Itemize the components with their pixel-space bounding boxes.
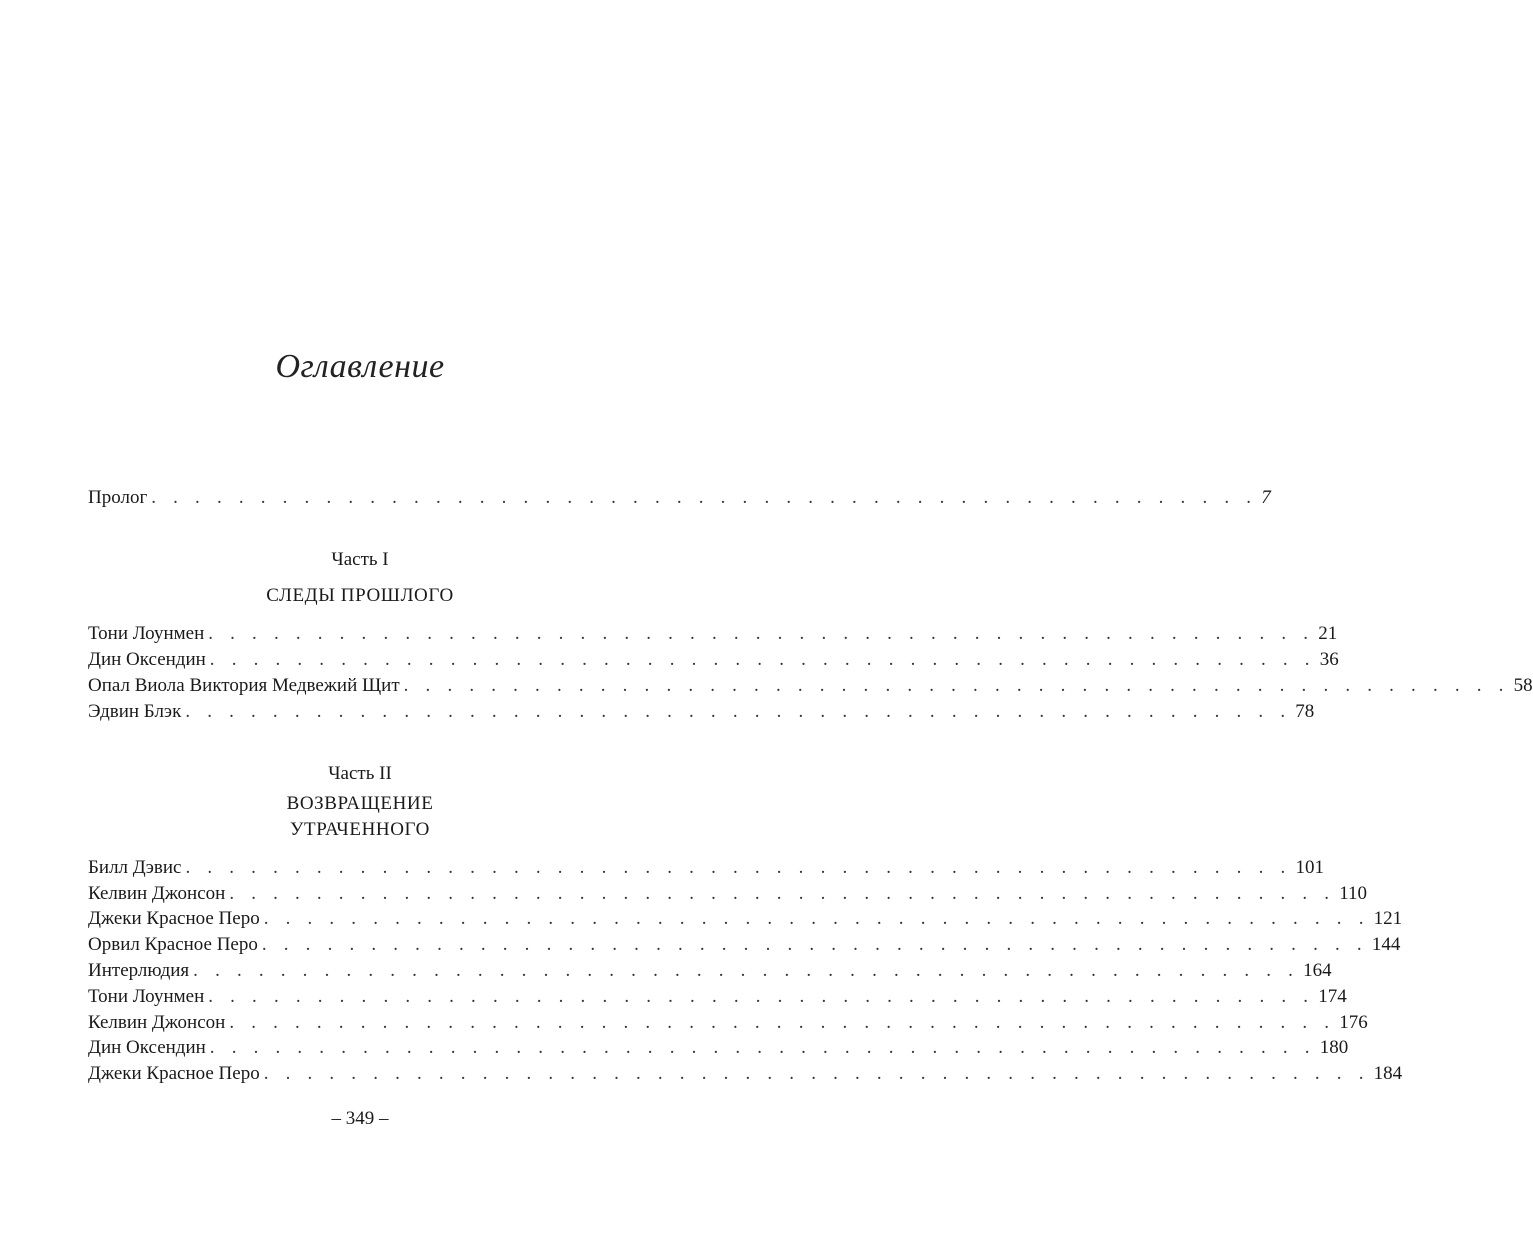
toc-entry-label: Опал Виола Виктория Медвежий Щит bbox=[88, 675, 400, 696]
toc-entry-page: 58 bbox=[1513, 675, 1533, 696]
dot-leader: . . . . . . . . . . . . . . . . . . . . . . . . . . . . . . . . . . . . . . . . . . . . . . . . . . . bbox=[209, 1037, 1316, 1058]
toc-entry-label: Келвин Джонсон bbox=[88, 883, 226, 904]
toc-entry-label: Тони Лоунмен bbox=[88, 986, 205, 1007]
toc-entry-page: 180 bbox=[1319, 1037, 1349, 1058]
toc-entry-page: 101 bbox=[1295, 857, 1324, 878]
toc-entry bbox=[88, 882, 1368, 906]
toc-entry bbox=[88, 674, 1533, 698]
toc-entry-page: 184 bbox=[1373, 1063, 1403, 1084]
toc-entry bbox=[88, 648, 1339, 672]
dot-leader: . . . . . . . . . . . . . . . . . . . . . . . . . . . . . . . . . . . . . . . . . . . . . . . . . . . bbox=[261, 934, 1368, 955]
toc-entry bbox=[88, 959, 1332, 983]
part-title: УТРАЧЕННОГО bbox=[290, 819, 430, 840]
page-number: – 349 – bbox=[331, 1108, 389, 1129]
toc-entry-prologue bbox=[88, 486, 1271, 510]
toc-entry bbox=[88, 985, 1347, 1009]
dot-leader: . . . . . . . . . . . . . . . . . . . . . . . . . . . . . . . . . . . . . . . . . . . . . . . . . . . bbox=[208, 623, 1315, 644]
dot-leader: . . . . . . . . . . . . . . . . . . . . . . . . . . . . . . . . . . . . . . . . . . . . . . . . . . . bbox=[263, 1063, 1370, 1084]
dot-leader: . . . . . . . . . . . . . . . . . . . . . . . . . . . . . . . . . . . . . . . . . . . . . . . . . . . bbox=[209, 649, 1316, 670]
dot-leader: . . . . . . . . . . . . . . . . . . . . . . . . . . . . . . . . . . . . . . . . . . . . . . . . . . . bbox=[185, 701, 1292, 722]
toc-entry-page: 78 bbox=[1295, 701, 1315, 722]
dot-leader: . . . . . . . . . . . . . . . . . . . . . . . . . . . . . . . . . . . . . . . . . . . . . . . . . . . bbox=[229, 1012, 1336, 1033]
dot-leader: . . . . . . . . . . . . . . . . . . . . . . . . . . . . . . . . . . . . . . . . . . . . . . . . . . . bbox=[185, 857, 1292, 878]
part-title: СЛЕДЫ ПРОШЛОГО bbox=[266, 585, 454, 606]
part-title: ВОЗВРАЩЕНИЕ bbox=[286, 793, 434, 814]
toc-entry bbox=[88, 933, 1401, 957]
toc-entry bbox=[88, 1011, 1368, 1035]
toc-entry-label: Эдвин Блэк bbox=[88, 701, 182, 722]
dot-leader: . . . . . . . . . . . . . . . . . . . . . . . . . . . . . . . . . . . . . . . . . . . . . . . . . . . bbox=[263, 908, 1370, 929]
toc-entry bbox=[88, 1062, 1403, 1086]
toc-entry-page: 110 bbox=[1339, 883, 1368, 904]
part-label: Часть II bbox=[328, 763, 392, 784]
toc-entry-label: Келвин Джонсон bbox=[88, 1012, 226, 1033]
toc-entry-page: 174 bbox=[1318, 986, 1347, 1007]
toc-entry-page: 144 bbox=[1371, 934, 1401, 955]
toc-entry-label: Интерлюдия bbox=[88, 960, 190, 981]
toc-entry-page: 176 bbox=[1339, 1012, 1368, 1033]
page-title: Оглавление bbox=[275, 348, 445, 385]
toc-entry-label: Дин Оксендин bbox=[88, 1037, 206, 1058]
dot-leader: . . . . . . . . . . . . . . . . . . . . . . . . . . . . . . . . . . . . . . . . . . . . . . . . . . . bbox=[229, 883, 1336, 904]
part-label: Часть I bbox=[331, 549, 389, 570]
dot-leader: . . . . . . . . . . . . . . . . . . . . . . . . . . . . . . . . . . . . . . . . . . . . . . . . . . . bbox=[208, 986, 1315, 1007]
toc-entry-page: 21 bbox=[1318, 623, 1338, 644]
toc-entry bbox=[88, 1036, 1349, 1060]
toc-entry-page: 36 bbox=[1319, 649, 1339, 670]
dot-leader: . . . . . . . . . . . . . . . . . . . . . . . . . . . . . . . . . . . . . . . . . . . . . . . . . . . bbox=[193, 960, 1300, 981]
toc-entry-label: Тони Лоунмен bbox=[88, 623, 205, 644]
toc-entry-page: 121 bbox=[1373, 908, 1403, 929]
toc-entry-label: Билл Дэвис bbox=[88, 857, 182, 878]
toc-entry bbox=[88, 907, 1403, 931]
dot-leader: . . . . . . . . . . . . . . . . . . . . . . . . . . . . . . . . . . . . . . . . . . . . . . . . . . . bbox=[151, 487, 1258, 508]
toc-entry-label: Пролог bbox=[88, 487, 148, 508]
toc-entry-label: Орвил Красное Перо bbox=[88, 934, 258, 955]
toc-entry bbox=[88, 622, 1338, 646]
toc-entry bbox=[88, 700, 1315, 724]
toc-entry-label: Джеки Красное Перо bbox=[88, 908, 260, 929]
dot-leader: . . . . . . . . . . . . . . . . . . . . . . . . . . . . . . . . . . . . . . . . . . . . . . . . . . . bbox=[403, 675, 1510, 696]
toc-entry bbox=[88, 856, 1324, 880]
toc-entry-label: Джеки Красное Перо bbox=[88, 1063, 260, 1084]
toc-entry-label: Дин Оксендин bbox=[88, 649, 206, 670]
toc-entry-page: 164 bbox=[1303, 960, 1332, 981]
toc-entry-page: 7 bbox=[1261, 487, 1271, 508]
